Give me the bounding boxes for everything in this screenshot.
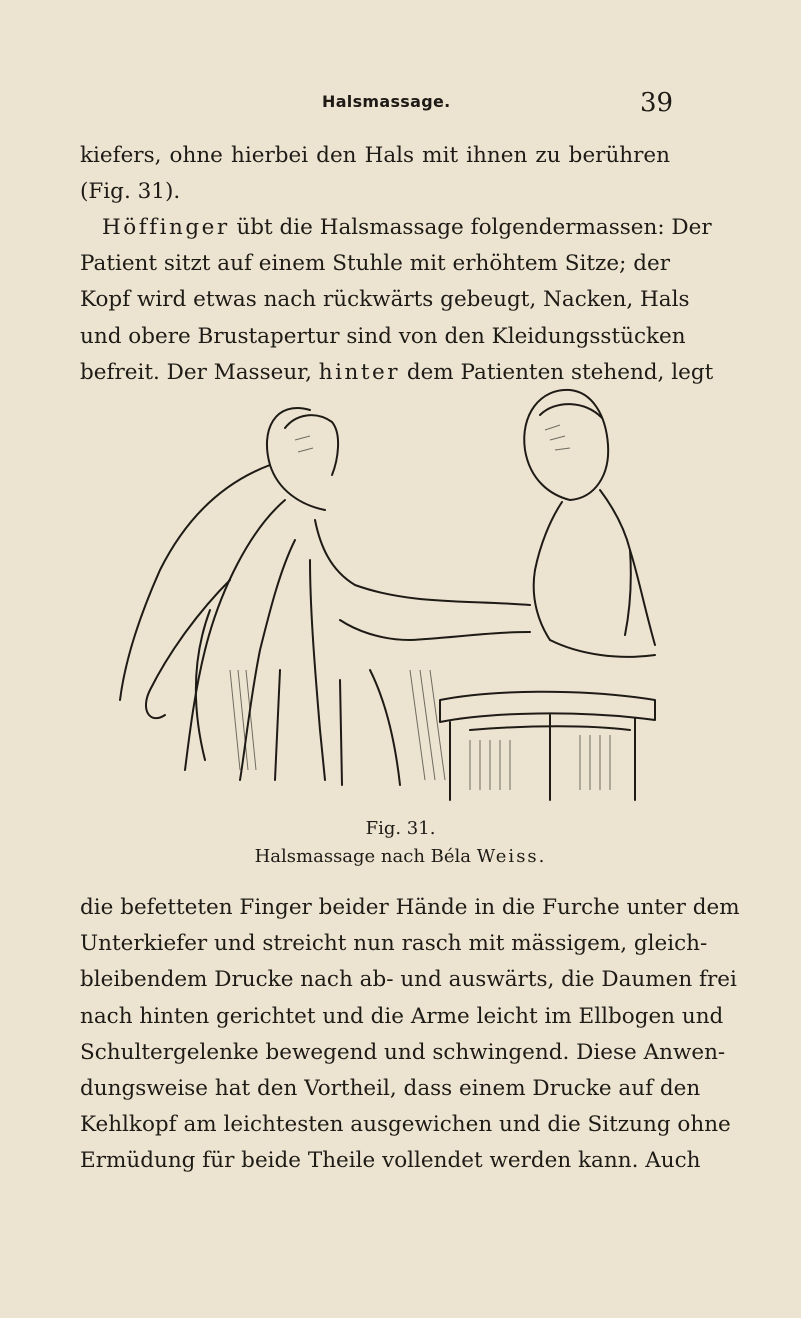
text-line: nach hinten gerichtet und die Arme leicht im Ellbogen und (80, 1003, 724, 1029)
page-number: 39 (640, 88, 674, 118)
caption-segment: Halsmassage nach Béla (254, 846, 477, 867)
text-line (80, 210, 712, 246)
text-line: (Fig. 31). (80, 179, 181, 205)
paragraph-second (80, 210, 714, 391)
text-line: die befetteten Finger beider Hände in die Furche unter dem (80, 895, 740, 920)
text-segment: befreit. Der Masseur, (80, 359, 319, 385)
paragraph-bottom (80, 890, 740, 1180)
text-line: und obere Brustapertur sind von den Kleidungsstücken (80, 323, 686, 349)
running-title: Halsmassage. (322, 92, 451, 111)
text-line: Unterkiefer und streicht nun rasch mit mässigem, gleich- (80, 931, 708, 957)
text-line: Ermüdung für beide Theile vollendet werden kann. Auch (80, 1148, 701, 1174)
massage-illustration (110, 370, 670, 810)
paragraph-top (80, 138, 670, 210)
text-segment: dem Patienten stehend, legt (399, 359, 714, 385)
caption-author: Weiss. (476, 846, 547, 867)
page-header (0, 88, 801, 122)
text-line: kiefers, ohne hierbei den Hals mit ihnen zu berühren (80, 143, 670, 168)
text-line: Patient sitzt auf einem Stuhle mit erhöhtem Sitze; der (80, 251, 670, 277)
text-line: Kopf wird etwas nach rückwärts gebeugt, Nacken, Hals (80, 287, 690, 313)
figure-caption (0, 846, 801, 867)
author-name: Höffinger (102, 215, 230, 240)
text-segment: übt die Halsmassage folgendermassen: Der (229, 215, 712, 240)
text-line: dungsweise hat den Vortheil, dass einem Drucke auf den (80, 1076, 701, 1102)
figure-label: Fig. 31. (365, 818, 436, 839)
spaced-word: hinter (318, 359, 400, 385)
text-line: bleibendem Drucke nach ab- und auswärts, die Daumen frei (80, 967, 737, 993)
text-line: Kehlkopf am leichtesten ausgewichen und die Sitzung ohne (80, 1112, 731, 1138)
text-line: Schultergelenke bewegend und schwingend. Diese Anwen- (80, 1039, 726, 1065)
